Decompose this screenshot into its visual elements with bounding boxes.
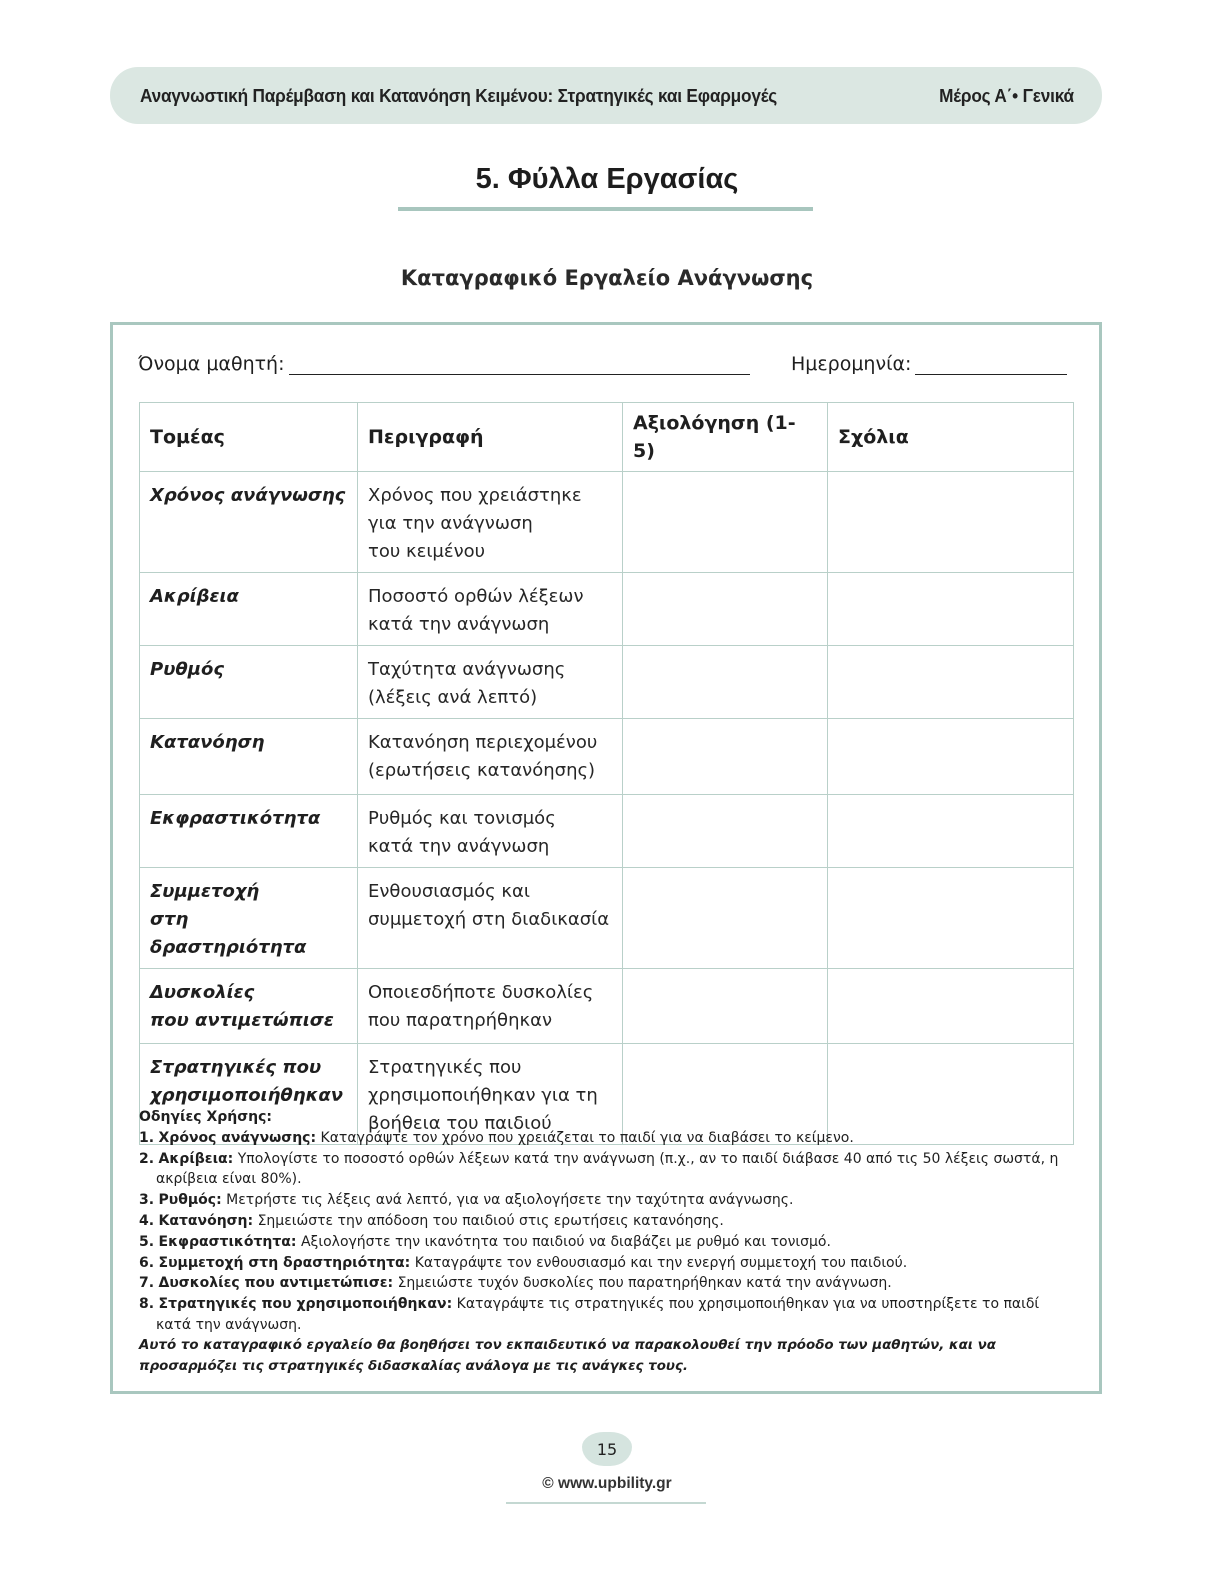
row-domain xyxy=(140,868,358,969)
instruction-item xyxy=(139,1190,1075,1211)
instruction-term: Εκφραστικότητα: xyxy=(158,1233,297,1250)
row-description xyxy=(358,472,623,573)
instruction-number: 7. xyxy=(139,1275,155,1292)
domain-line: χρησιμοποιήθηκαν xyxy=(150,1085,343,1106)
description-line: Χρόνος που χρειάστηκε xyxy=(368,485,582,506)
comments-cell[interactable] xyxy=(828,472,1074,573)
description-line: του κειμένου xyxy=(368,541,486,562)
worksheet-subtitle: Καταγραφικό Εργαλείο Ανάγνωσης xyxy=(400,266,814,290)
rating-cell[interactable] xyxy=(623,573,828,646)
header-description: Περιγραφή xyxy=(358,403,623,472)
instructions-list xyxy=(139,1128,1075,1336)
description-line: (ερωτήσεις κατανόησης) xyxy=(368,760,596,781)
instruction-text: Υπολογίστε το ποσοστό ορθών λέξεων κατά την ανάγνωση (π.χ., αν το παιδί διάβασε 40 από τις 50 λέξεις σωστά, η ακρίβεια είναι 80%). xyxy=(156,1150,1059,1188)
instruction-number: 8. xyxy=(139,1296,155,1313)
header-comments: Σχόλια xyxy=(828,403,1074,472)
section-title: 5. Φύλλα Εργασίας xyxy=(475,163,739,195)
description-line: (λέξεις ανά λεπτό) xyxy=(368,687,538,708)
comments-cell[interactable] xyxy=(828,646,1074,719)
instructions-heading: Οδηγίες Χρήσης: xyxy=(139,1109,272,1125)
comments-cell[interactable] xyxy=(828,573,1074,646)
title-underline xyxy=(398,207,813,211)
instruction-number: 3. xyxy=(139,1192,155,1209)
table-row xyxy=(140,573,1074,646)
description-line: Ποσοστό ορθών λέξεων xyxy=(368,586,584,607)
domain-line: στη δραστηριότητα xyxy=(150,909,307,958)
description-line: κατά την ανάγνωση xyxy=(368,614,550,635)
table-row xyxy=(140,795,1074,868)
comments-cell[interactable] xyxy=(828,868,1074,969)
row-domain xyxy=(140,472,358,573)
description-line: βοήθεια του παιδιού xyxy=(368,1113,552,1134)
reading-log-table xyxy=(139,402,1074,1145)
description-line: Οποιεσδήποτε δυσκολίες xyxy=(368,982,594,1003)
instruction-text: Καταγράψτε τον χρόνο που χρειάζεται το παιδί για να διαβάσει το κείμενο. xyxy=(316,1129,854,1146)
rating-cell[interactable] xyxy=(623,969,828,1044)
description-line: Ενθουσιασμός και xyxy=(368,881,530,902)
rating-cell[interactable] xyxy=(623,719,828,795)
domain-line: Ρυθμός xyxy=(150,659,224,680)
description-line: για την ανάγνωση xyxy=(368,513,533,534)
instruction-number: 4. xyxy=(139,1212,155,1229)
row-description xyxy=(358,969,623,1044)
instruction-term: Ρυθμός: xyxy=(158,1192,222,1209)
description-line: συμμετοχή στη διαδικασία xyxy=(368,909,610,930)
row-domain xyxy=(140,646,358,719)
domain-line: Χρόνος ανάγνωσης xyxy=(150,485,346,506)
instruction-term: Κατανόηση: xyxy=(158,1212,254,1229)
comments-cell[interactable] xyxy=(828,719,1074,795)
instruction-number: 2. xyxy=(139,1150,155,1167)
domain-line: που αντιμετώπισε xyxy=(150,1010,334,1031)
rating-cell[interactable] xyxy=(623,646,828,719)
table-row xyxy=(140,868,1074,969)
instruction-text: Καταγράψτε τις στρατηγικές που χρησιμοποιήθηκαν για να υποστηρίξετε το παιδί κατά την ανάγνωση. xyxy=(156,1296,1040,1333)
student-name-label: Όνομα μαθητή: xyxy=(138,353,285,375)
rating-cell[interactable] xyxy=(623,868,828,969)
row-description xyxy=(358,573,623,646)
row-domain xyxy=(140,573,358,646)
description-line: κατά την ανάγνωση xyxy=(368,836,550,857)
footer-url: © www.upbility.gr xyxy=(542,1475,672,1492)
comments-cell[interactable] xyxy=(828,969,1074,1044)
row-domain xyxy=(140,719,358,795)
description-line: Στρατηγικές που xyxy=(368,1057,522,1078)
description-line: Ρυθμός και τονισμός xyxy=(368,808,556,829)
part-label: Μέρος Α΄• Γενικά xyxy=(939,84,1074,106)
instruction-text: Σημειώστε την απόδοση του παιδιού στις ερωτήσεις κατανόησης. xyxy=(253,1212,724,1229)
instruction-item xyxy=(139,1253,1075,1274)
domain-line: Κατανόηση xyxy=(150,732,265,753)
instruction-text: Σημειώστε τυχόν δυσκολίες που παρατηρήθηκαν κατά την ανάγνωση. xyxy=(393,1275,892,1292)
rating-cell[interactable] xyxy=(623,795,828,868)
header-rating: Αξιολόγηση (1-5) xyxy=(623,403,828,472)
page-number: 15 xyxy=(582,1432,632,1466)
comments-cell[interactable] xyxy=(828,795,1074,868)
instruction-term: Ακρίβεια: xyxy=(158,1150,234,1167)
instruction-text: Μετρήστε τις λέξεις ανά λεπτό, για να αξιολογήσετε την ταχύτητα ανάγνωσης. xyxy=(221,1192,794,1209)
domain-line: Συμμετοχή xyxy=(150,881,260,902)
date-field xyxy=(791,345,1067,375)
book-title: Αναγνωστική Παρέμβαση και Κατανόηση Κειμένου: Στρατηγικές και Εφαρμογές xyxy=(140,84,778,106)
row-domain xyxy=(140,795,358,868)
row-domain xyxy=(140,969,358,1044)
instruction-term: Δυσκολίες που αντιμετώπισε: xyxy=(158,1275,394,1292)
instruction-term: Συμμετοχή στη δραστηριότητα: xyxy=(158,1254,411,1271)
instruction-text: Καταγράψτε τον ενθουσιασμό και την ενεργή συμμετοχή του παιδιού. xyxy=(410,1254,908,1271)
description-line: που παρατηρήθηκαν xyxy=(368,1010,553,1031)
date-label: Ημερομηνία: xyxy=(791,353,912,375)
date-line[interactable] xyxy=(915,351,1067,375)
instruction-term: Χρόνος ανάγνωσης: xyxy=(158,1129,317,1146)
domain-line: Ακρίβεια xyxy=(150,586,239,607)
header-band xyxy=(110,67,1102,124)
description-line: Ταχύτητα ανάγνωσης xyxy=(368,659,566,680)
row-description xyxy=(358,868,623,969)
instruction-item xyxy=(139,1294,1075,1336)
footer-divider xyxy=(506,1502,706,1504)
instruction-text: Αξιολογήστε την ικανότητα του παιδιού να διαβάζει με ρυθμό και τονισμό. xyxy=(296,1233,831,1250)
instruction-item xyxy=(139,1273,1075,1294)
domain-line: Στρατηγικές που xyxy=(150,1057,322,1078)
row-description xyxy=(358,646,623,719)
row-description xyxy=(358,795,623,868)
instructions-closing: Αυτό το καταγραφικό εργαλείο θα βοηθήσει τον εκπαιδευτικό να παρακολουθεί την πρόοδο των μαθητών, και να προσαρμόζει τις στρατηγικές διδασκαλίας ανάλογα με τις ανάγκες τους. xyxy=(139,1337,996,1374)
header-domain: Τομέας xyxy=(140,403,358,472)
description-line: Κατανόηση περιεχομένου xyxy=(368,732,598,753)
instruction-item xyxy=(139,1128,1075,1149)
table-row xyxy=(140,719,1074,795)
instruction-number: 5. xyxy=(139,1233,155,1250)
description-line: χρησιμοποιήθηκαν για τη xyxy=(368,1085,598,1106)
student-name-line[interactable] xyxy=(289,351,750,375)
instruction-number: 6. xyxy=(139,1254,155,1271)
table-header-row xyxy=(140,403,1074,472)
instruction-item xyxy=(139,1232,1075,1253)
table-row xyxy=(140,646,1074,719)
instructions xyxy=(139,1107,1075,1377)
student-name-field xyxy=(138,345,750,375)
instruction-term: Στρατηγικές που χρησιμοποιήθηκαν: xyxy=(158,1296,453,1313)
domain-line: Δυσκολίες xyxy=(150,982,255,1003)
instruction-number: 1. xyxy=(139,1129,155,1146)
domain-line: Εκφραστικότητα xyxy=(150,808,321,829)
row-description xyxy=(358,719,623,795)
table-row xyxy=(140,969,1074,1044)
instruction-item xyxy=(139,1149,1075,1191)
rating-cell[interactable] xyxy=(623,472,828,573)
instruction-item xyxy=(139,1211,1075,1232)
table-row xyxy=(140,472,1074,573)
